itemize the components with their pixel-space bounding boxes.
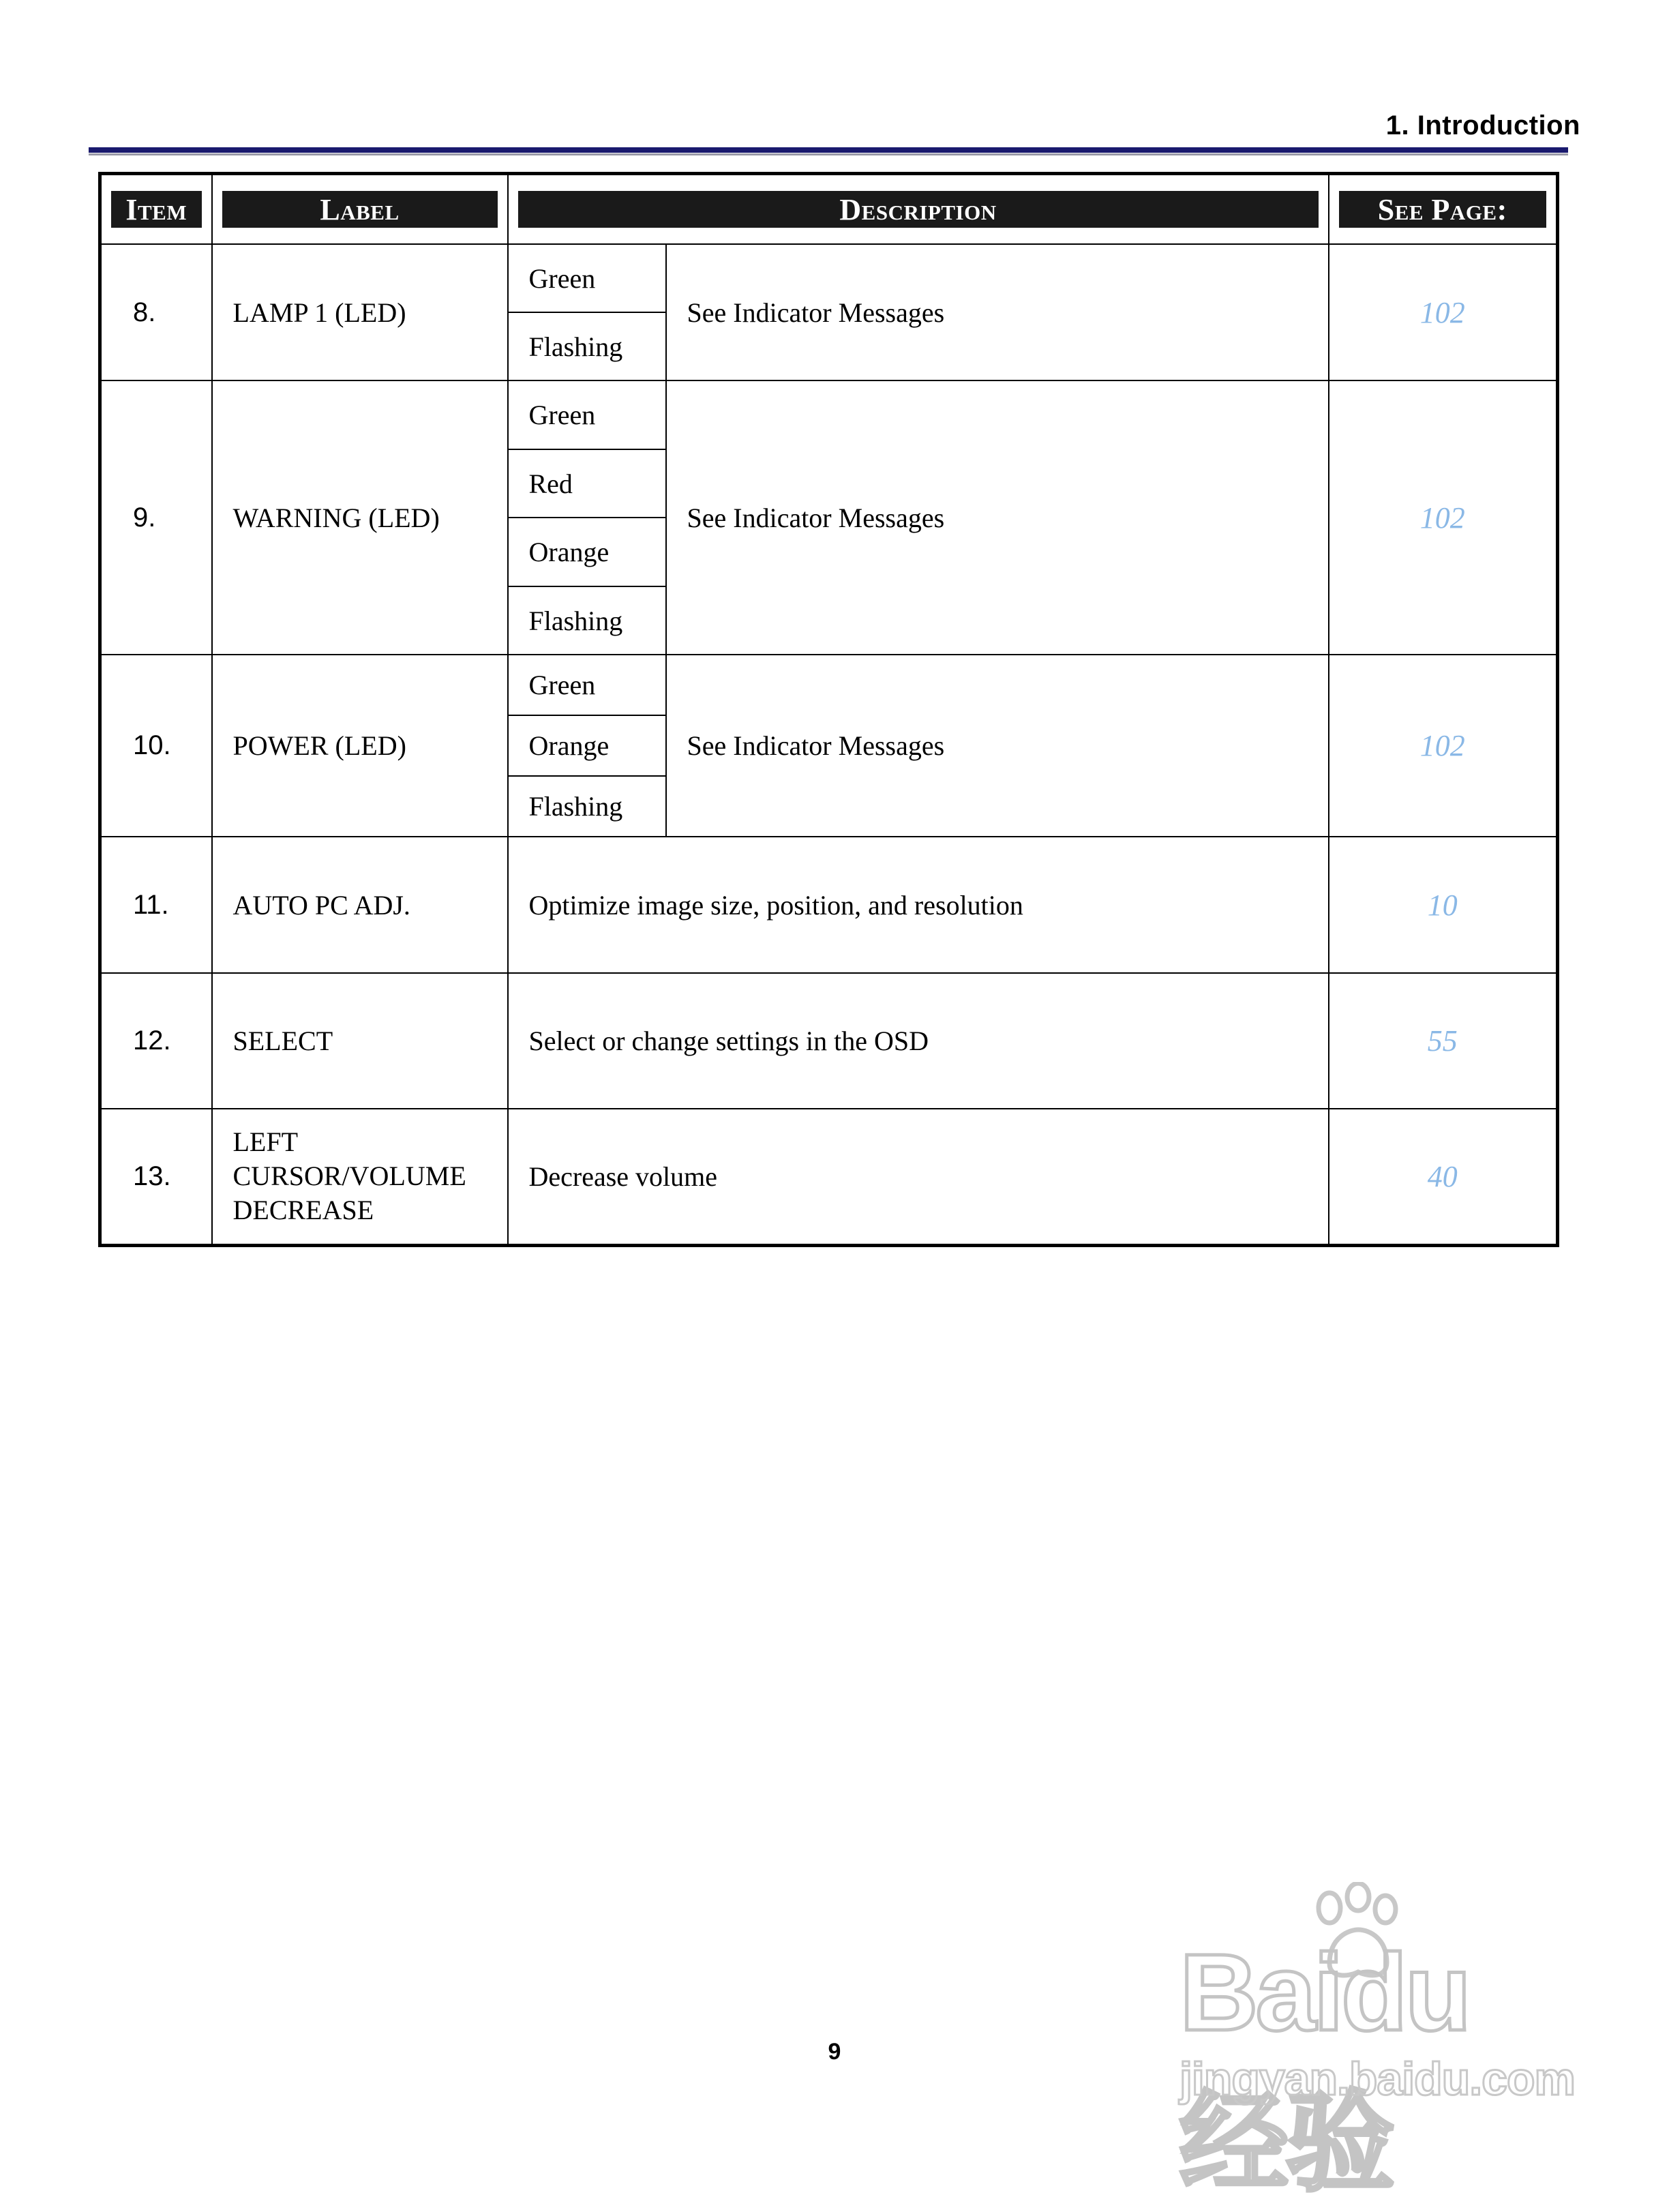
item-description: Decrease volume: [508, 1109, 1329, 1245]
see-page-cell: [1329, 1109, 1558, 1245]
table-row: [100, 655, 1558, 715]
header-rule-shadow: [89, 153, 1568, 155]
watermark-brand: Baidu 经验: [1179, 1931, 1469, 2204]
item-label: SELECT: [212, 973, 508, 1109]
chapter-title: 1. Introduction: [1385, 110, 1580, 140]
led-state: Green: [508, 244, 666, 312]
item-label: POWER (LED): [212, 655, 508, 837]
table-row: [100, 973, 1558, 1109]
led-state: Orange: [508, 715, 666, 776]
item-label: AUTO PC ADJ.: [212, 837, 508, 973]
see-page-cell: [1329, 837, 1558, 973]
page-number: 9: [828, 2039, 841, 2065]
see-page-cell: [1329, 973, 1558, 1109]
item-number: 10.: [100, 655, 212, 837]
item-number: 8.: [100, 244, 212, 380]
item-label: WARNING (LED): [212, 380, 508, 655]
led-state: Flashing: [508, 586, 666, 655]
see-page-cell: [1329, 655, 1558, 837]
table-row: [100, 380, 1558, 449]
led-state: Flashing: [508, 312, 666, 380]
item-description: Optimize image size, position, and resolution: [508, 837, 1329, 973]
led-state: Green: [508, 655, 666, 715]
item-label-line: CURSOR/VOLUME: [232, 1161, 466, 1192]
led-state: Flashing: [508, 776, 666, 837]
header-label: Label: [212, 174, 508, 245]
see-page-link[interactable]: 102: [1419, 500, 1465, 535]
item-label: LAMP 1 (LED): [212, 244, 508, 380]
see-page-link[interactable]: 10: [1427, 888, 1458, 922]
item-number: 12.: [100, 973, 212, 1109]
item-label: [212, 1109, 508, 1245]
table-row: [100, 1109, 1558, 1245]
see-page-link[interactable]: 102: [1419, 295, 1465, 329]
header-item: Item: [100, 174, 212, 245]
see-page-link[interactable]: 55: [1427, 1024, 1458, 1058]
watermark-url: jingyan.baidu.com: [1179, 2053, 1575, 2105]
see-page-cell: [1329, 244, 1558, 380]
item-description: Select or change settings in the OSD: [508, 973, 1329, 1109]
table-header-row: [100, 174, 1558, 245]
controls-table: [98, 172, 1559, 1247]
led-state: Orange: [508, 518, 666, 586]
item-description: See Indicator Messages: [666, 655, 1329, 837]
item-label-line: LEFT: [232, 1126, 299, 1158]
item-description: See Indicator Messages: [666, 380, 1329, 655]
table-row: [100, 244, 1558, 312]
item-description: See Indicator Messages: [666, 244, 1329, 380]
item-number: 11.: [100, 837, 212, 973]
led-state: Red: [508, 449, 666, 518]
see-page-cell: [1329, 380, 1558, 655]
header-description: Description: [508, 174, 1329, 245]
item-label-line: DECREASE: [232, 1195, 374, 1226]
item-number: 13.: [100, 1109, 212, 1245]
header-see-page: See Page:: [1329, 174, 1558, 245]
baidu-watermark: [1173, 1882, 1575, 2204]
see-page-link[interactable]: 40: [1427, 1159, 1458, 1193]
led-state: Green: [508, 380, 666, 449]
header-rule: [89, 147, 1568, 153]
table-row: [100, 837, 1558, 973]
item-number: 9.: [100, 380, 212, 655]
see-page-link[interactable]: 102: [1419, 729, 1465, 762]
